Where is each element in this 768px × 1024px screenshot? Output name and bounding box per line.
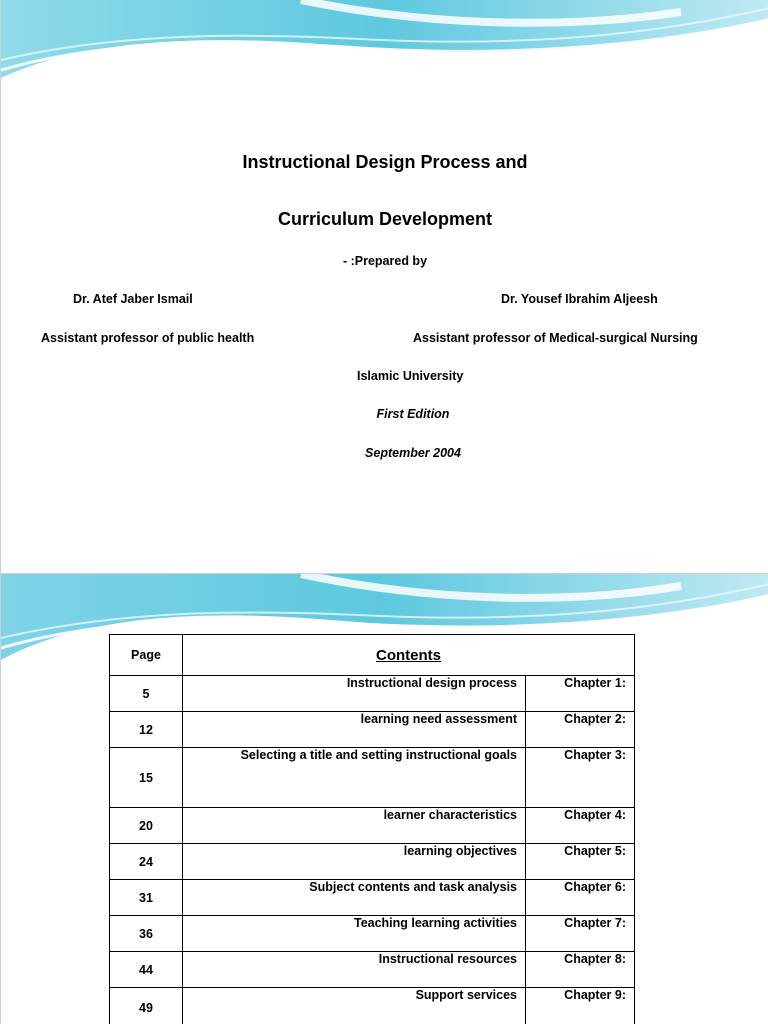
page-number: 12 [110,712,183,748]
doc-title-line1: Instructional Design Process and [242,152,528,172]
author1-name: Dr. Atef Jaber Ismail [73,292,193,306]
chapter-title: Subject contents and task analysis [183,880,526,916]
page-number: 44 [110,952,183,988]
page-number: 36 [110,916,183,952]
chapter-label: Chapter 4: [526,808,635,844]
chapter-title: Teaching learning activities [183,916,526,952]
table-row [110,880,635,916]
chapter-label: Chapter 3: [526,748,635,808]
chapter-label: Chapter 6: [526,880,635,916]
table-row [110,952,635,988]
table-row [110,916,635,952]
chapter-label: Chapter 2: [526,712,635,748]
table-row [110,712,635,748]
table-row [110,844,635,880]
chapter-label: Chapter 8: [526,952,635,988]
prepared-by-label: - :Prepared by [342,254,428,268]
page-number: 31 [110,880,183,916]
page-column-header: Page [110,635,183,676]
chapter-title: Selecting a title and setting instructional goals [183,748,526,808]
chapter-label: Chapter 7: [526,916,635,952]
page-number: 5 [110,676,183,712]
chapter-label: Chapter 1: [526,676,635,712]
chapter-title: Instructional design process [183,676,526,712]
chapter-title: Support services [183,988,526,1024]
page-number: 20 [110,808,183,844]
page-number: 49 [110,988,183,1024]
chapter-title: learning objectives [183,844,526,880]
contents-table [109,634,635,1024]
table-row [110,988,635,1024]
chapter-title: learner characteristics [183,808,526,844]
author1-role: Assistant professor of public health [41,331,255,345]
contents-slide [0,574,768,1024]
table-row [110,676,635,712]
chapter-label: Chapter 5: [526,844,635,880]
author2-role: Assistant professor of Medical-surgical Nursing [413,331,698,345]
chapter-label: Chapter 9: [526,988,635,1024]
author2-name: Dr. Yousef Ibrahim Aljeesh [501,292,658,306]
wave-banner-top [1,0,768,90]
table-row [110,748,635,808]
chapter-title: Instructional resources [183,952,526,988]
chapter-title: learning need assessment [183,712,526,748]
table-row [110,808,635,844]
edition: First Edition [376,407,450,421]
contents-header: Contents [183,635,635,676]
doc-title-line2: Curriculum Development [277,209,493,229]
publish-date: September 2004 [365,446,461,460]
institution: Islamic University [357,369,464,383]
page-number: 15 [110,748,183,808]
page-number: 24 [110,844,183,880]
